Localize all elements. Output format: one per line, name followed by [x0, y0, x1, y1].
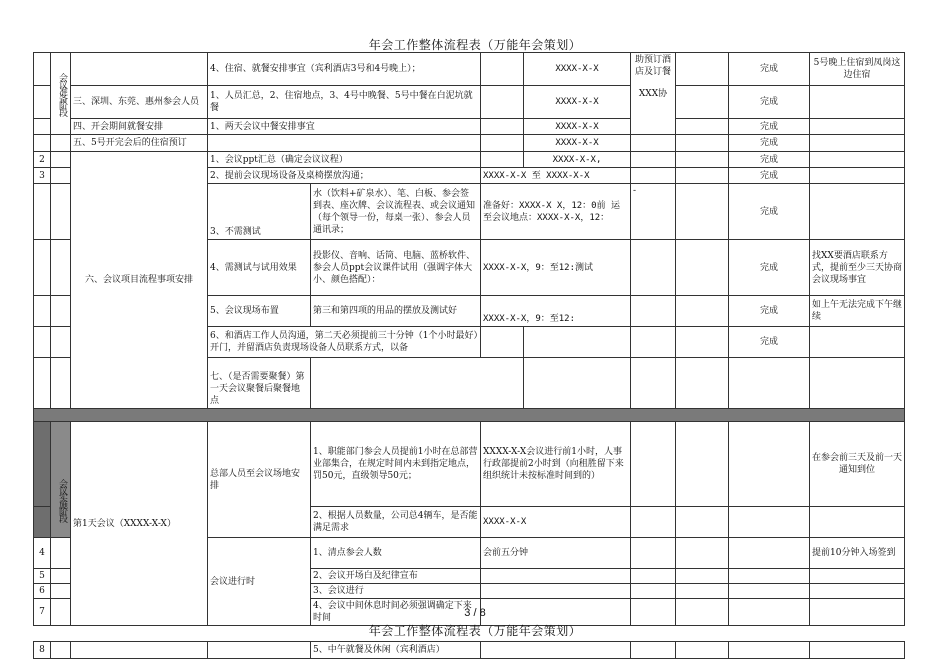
page-title-repeat: 年会工作整体流程表（万能年会策划） — [368, 624, 582, 638]
table-row — [34, 422, 905, 507]
workflow-table-continued — [33, 641, 905, 659]
item-cell: 七、（是否需要聚餐）第一天会议聚餐后聚餐地点 — [208, 358, 311, 409]
table-row: 3、不需测试 水（饮料+矿泉水）、笔、白板、参会签到表、座次牌、会议流程表、或会议通知（每个领导一份，每桌一张）、参会人员通讯录； 准备好：XXXX-X X，12：0前 运至会议地点：XXXX-X-X，12： - 完成 — [34, 184, 905, 240]
note-cell: 找XX要酒店联系方式，提前至少三天协商会议现场事宜 — [810, 240, 905, 296]
note-cell: 如上午无法完成下午继续 — [810, 296, 905, 327]
note-cell: 在参会前三天及前一天通知到位 — [810, 422, 905, 507]
time-cell: XXXX-X-X 至 XXXX-X-X — [481, 168, 631, 184]
item-cell — [71, 53, 208, 86]
table-row — [34, 53, 905, 86]
task-cell: 4、住宿、就餐安排事宜（宾利酒店3号和4号晚上）； — [208, 53, 481, 86]
time-cell: XXXX-X-X, — [524, 152, 631, 168]
time-cell: 准备好：XXXX-X X，12：0前 运至会议地点：XXXX-X-X，12： — [481, 184, 631, 240]
row-number-cell: 6 — [34, 584, 51, 599]
item-cell: 三、深圳、东莞、惠州参会人员 — [71, 86, 208, 119]
detail-cell: 2、会议开场白及纪律宣布 — [311, 569, 481, 584]
time-cell: XXXX-X-X — [524, 86, 631, 119]
task-cell: 6、和酒店工作人员沟通，第二天必须提前三十分钟（1个小时最好）开门，并留酒店负责现场设备人员联系方式，以备 — [208, 327, 481, 358]
detail-cell: 1、清点参会人数 — [311, 538, 481, 569]
time-cell: XXXX-X-X — [524, 53, 631, 86]
task-cell: 1、两天会议中餐安排事宜 — [208, 119, 481, 135]
detail-cell: 第三和第四项的用品的摆放及测试好 — [311, 296, 481, 327]
table-row — [34, 135, 905, 152]
table-row — [34, 119, 905, 135]
time-cell: XXXX-X-X，9：至12: — [481, 296, 631, 327]
note-cell: 提前10分钟入场签到 — [810, 538, 905, 569]
owner-cell: 助预订酒店及订餐 XXX协 — [631, 53, 676, 135]
item-cell: 五、5号开完会后的住宿预订 — [71, 135, 208, 152]
status-cell: 完成 — [729, 168, 810, 184]
status-cell: 完成 — [729, 240, 810, 296]
time-cell: XXXX-X-X，9：至12:测试 — [481, 240, 631, 296]
time-cell: XXXX-X-X — [481, 507, 631, 538]
row-number-cell: 2 — [34, 152, 51, 168]
page-title: 年会工作整体流程表（万能年会策划） — [368, 38, 582, 52]
detail-cell: 投影仪、音响、话筒、电脑、蓝桥软件、参会人员ppt会议课件试用（强调字体大小、颜色搭配）： — [311, 240, 481, 296]
row-number-cell: 4 — [34, 538, 51, 569]
task-cell: 3、不需测试 — [208, 184, 311, 240]
subitem-cell: 总部人员至会议场地安排 — [208, 422, 311, 538]
status-cell: 完成 — [729, 86, 810, 119]
time-cell: XXXX-X-X会议进行前1小时，人事行政部提前2小时到（向租胜留下来组织统计未按标准时间到的） — [481, 422, 631, 507]
task-cell: 5、会议现场布置 — [208, 296, 311, 327]
row-number-cell — [34, 53, 51, 86]
item-cell: 第1天会议（XXXX-X-X） — [71, 422, 208, 626]
section-label: 会议准备阶段 — [51, 53, 71, 135]
detail-cell: 2、根据人员数量，公司总4辆车，是否能满足需求 — [311, 507, 481, 538]
subitem-cell: 会议进行时 — [208, 538, 311, 626]
section-label: 会议实施阶段 — [51, 422, 71, 538]
status-cell: 完成 — [729, 327, 810, 358]
table-row — [34, 152, 905, 168]
section-divider — [34, 409, 905, 422]
detail-cell: 1、职能部门参会人员提前1小时在总部营业部集合，在规定时间内未到指定地点，罚50元，直级领导50元； — [311, 422, 481, 507]
row-number-cell: 3 — [34, 168, 51, 184]
task-cell: 4、需测试与试用效果 — [208, 240, 311, 296]
time-cell: XXXX-X-X — [524, 119, 631, 135]
status-cell: 完成 — [729, 184, 810, 240]
row-number-cell: 7 — [34, 599, 51, 626]
table-row — [34, 642, 905, 659]
page-indicator: 3 / 8 — [464, 607, 486, 619]
note-cell: 5号晚上住宿到凤岗这边住宿 — [810, 53, 905, 86]
row-number-cell: 5 — [34, 569, 51, 584]
item-cell: 六、会议项目流程事项安排 — [71, 152, 208, 409]
row-number-cell: 8 — [34, 642, 51, 659]
task-cell: 2、提前会议现场设备及桌椅摆放沟通； — [208, 168, 481, 184]
status-cell: 完成 — [729, 119, 810, 135]
task-cell: 1、人员汇总，2、住宿地点，3、4号中晚餐、5号中餐在白泥坑就餐 — [208, 86, 481, 119]
item-cell: 四、开会期间就餐安排 — [71, 119, 208, 135]
detail-cell: 4、会议中间休息时间必须强调确定下来时间 — [311, 599, 481, 626]
table-row — [34, 86, 905, 119]
task-cell: 1、会议ppt汇总（确定会议议程） — [208, 152, 481, 168]
status-cell: 完成 — [729, 296, 810, 327]
detail-cell: 水（饮料+矿泉水）、笔、白板、参会签到表、座次牌、会议流程表、或会议通知（每个领导一份，每桌一张）、参会人员通讯录； — [311, 184, 481, 240]
status-cell: 完成 — [729, 152, 810, 168]
status-cell: 完成 — [729, 53, 810, 86]
status-cell: 完成 — [729, 135, 810, 152]
time-cell: XXXX-X-X — [524, 135, 631, 152]
detail-cell: 3、会议进行 — [311, 584, 481, 599]
time-cell: 会前五分钟 — [481, 538, 631, 569]
workflow-table — [33, 52, 905, 626]
detail-cell: 5、中午就餐及休闲（宾利酒店） — [311, 642, 481, 659]
